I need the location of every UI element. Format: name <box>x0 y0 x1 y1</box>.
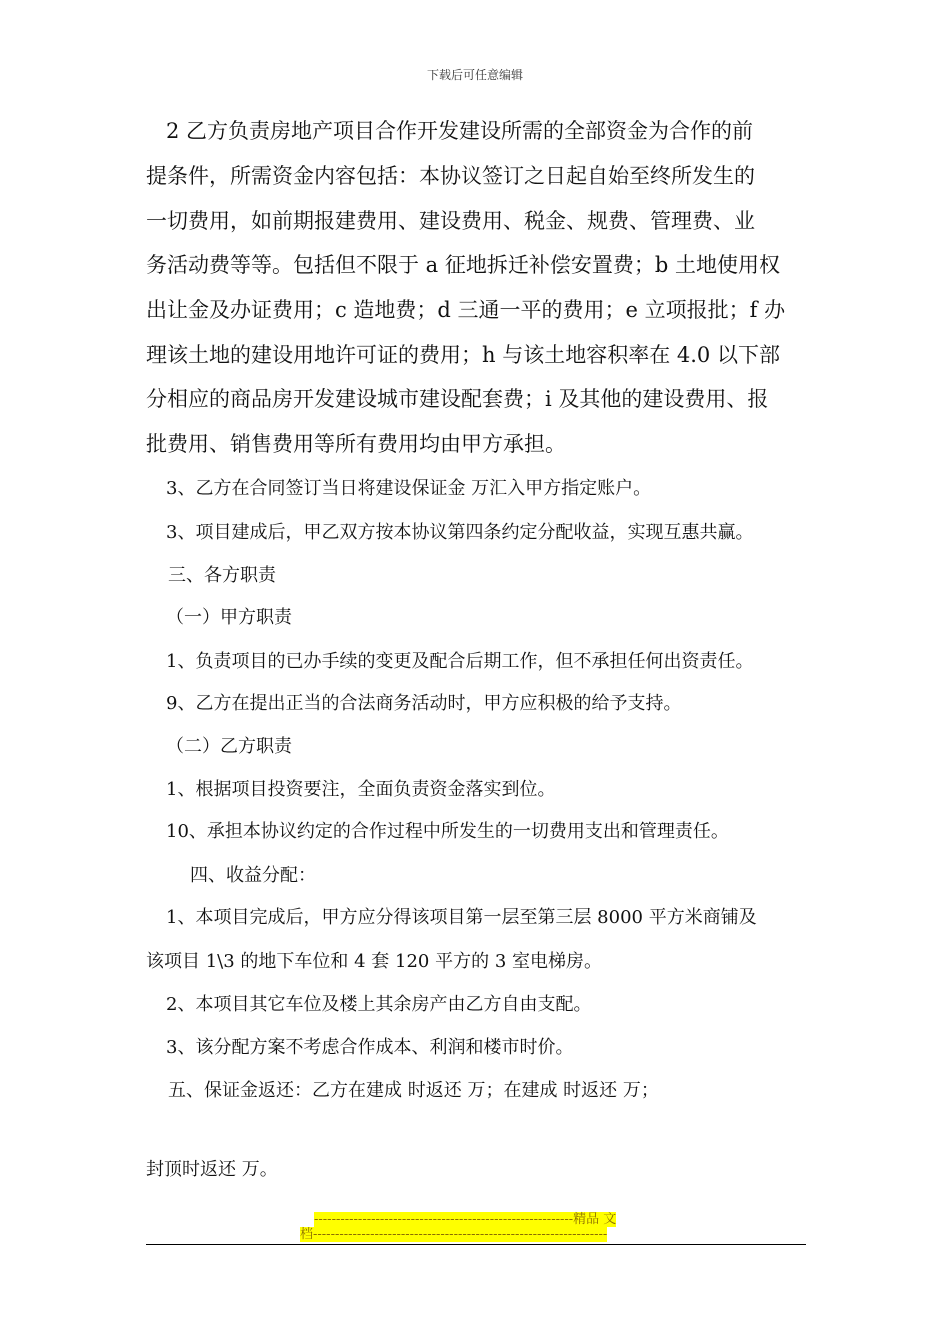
footer-watermark <box>300 1212 650 1242</box>
paragraph-2-line-7: 分相应的商品房开发建设城市建设配套费；i 及其他的建设费用、报 <box>146 387 769 411</box>
page-header: 下载后可任意编辑 <box>426 68 523 82</box>
item-3-benefit: 3、项目建成后，甲乙双方按本协议第四条约定分配收益，实现互惠共赢。 <box>166 522 754 543</box>
paragraph-2-line-2: 提条件，所需资金内容包括：本协议签订之日起自始至终所发生的 <box>146 164 755 188</box>
footer-line-2: 档------------------------------------------------------------------- <box>300 1227 608 1242</box>
paragraph-2-line-4: 务活动费等等。包括但不限于 a 征地拆迁补偿安置费；b 土地使用权 <box>146 253 780 277</box>
paragraph-2-line-3: 一切费用，如前期报建费用、建设费用、税金、规费、管理费、业 <box>146 209 755 233</box>
section-5-heading: 五、保证金返还：乙方在建成 时返还 万；在建成 时返还 万； <box>168 1080 659 1101</box>
party-a-item-1: 1、负责项目的已办手续的变更及配合后期工作，但不承担任何出资责任。 <box>166 651 754 672</box>
party-b-item-10: 10、承担本协议约定的合作过程中所发生的一切费用支出和管理责任。 <box>166 821 729 842</box>
section-5-continuation: 封顶时返还 万。 <box>146 1159 278 1180</box>
profit-item-2: 2、本项目其它车位及楼上其余房产由乙方自由支配。 <box>166 994 592 1015</box>
item-3-guarantee: 3、乙方在合同签订当日将建设保证金 万汇入甲方指定账户。 <box>166 478 652 499</box>
paragraph-2-line-8: 批费用、销售费用等所有费用均由甲方承担。 <box>146 432 566 456</box>
party-b-item-1: 1、根据项目投资要注，全面负责资金落实到位。 <box>166 779 556 800</box>
footer-rule <box>146 1244 806 1245</box>
profit-item-1-line-1: 1、本项目完成后，甲方应分得该项目第一层至第三层 8000 平方米商铺及 <box>166 907 757 928</box>
party-a-heading: （一）甲方职责 <box>166 607 292 628</box>
paragraph-2-line-5: 出让金及办证费用；c 造地费；d 三通一平的费用；e 立项报批；f 办 <box>146 298 786 322</box>
profit-item-3: 3、该分配方案不考虑合作成本、利润和楼市时价。 <box>166 1037 574 1058</box>
party-b-heading: （二）乙方职责 <box>166 736 292 757</box>
section-3-heading: 三、各方职责 <box>168 565 276 586</box>
section-4-heading: 四、收益分配： <box>190 865 316 886</box>
profit-item-1-line-2: 该项目 1\3 的地下车位和 4 套 120 平方的 3 室电梯房。 <box>146 951 603 972</box>
paragraph-2-line-1: 2 乙方负责房地产项目合作开发建设所需的全部资金为合作的前 <box>166 119 754 143</box>
party-a-item-9: 9、乙方在提出正当的合法商务活动时，甲方应积极的给予支持。 <box>166 693 682 714</box>
paragraph-2-line-6: 理该土地的建设用地许可证的费用；h 与该土地容积率在 4.0 以下部 <box>146 343 780 367</box>
footer-line-1: -----------------------------------------------------------精品 文 <box>314 1212 617 1227</box>
